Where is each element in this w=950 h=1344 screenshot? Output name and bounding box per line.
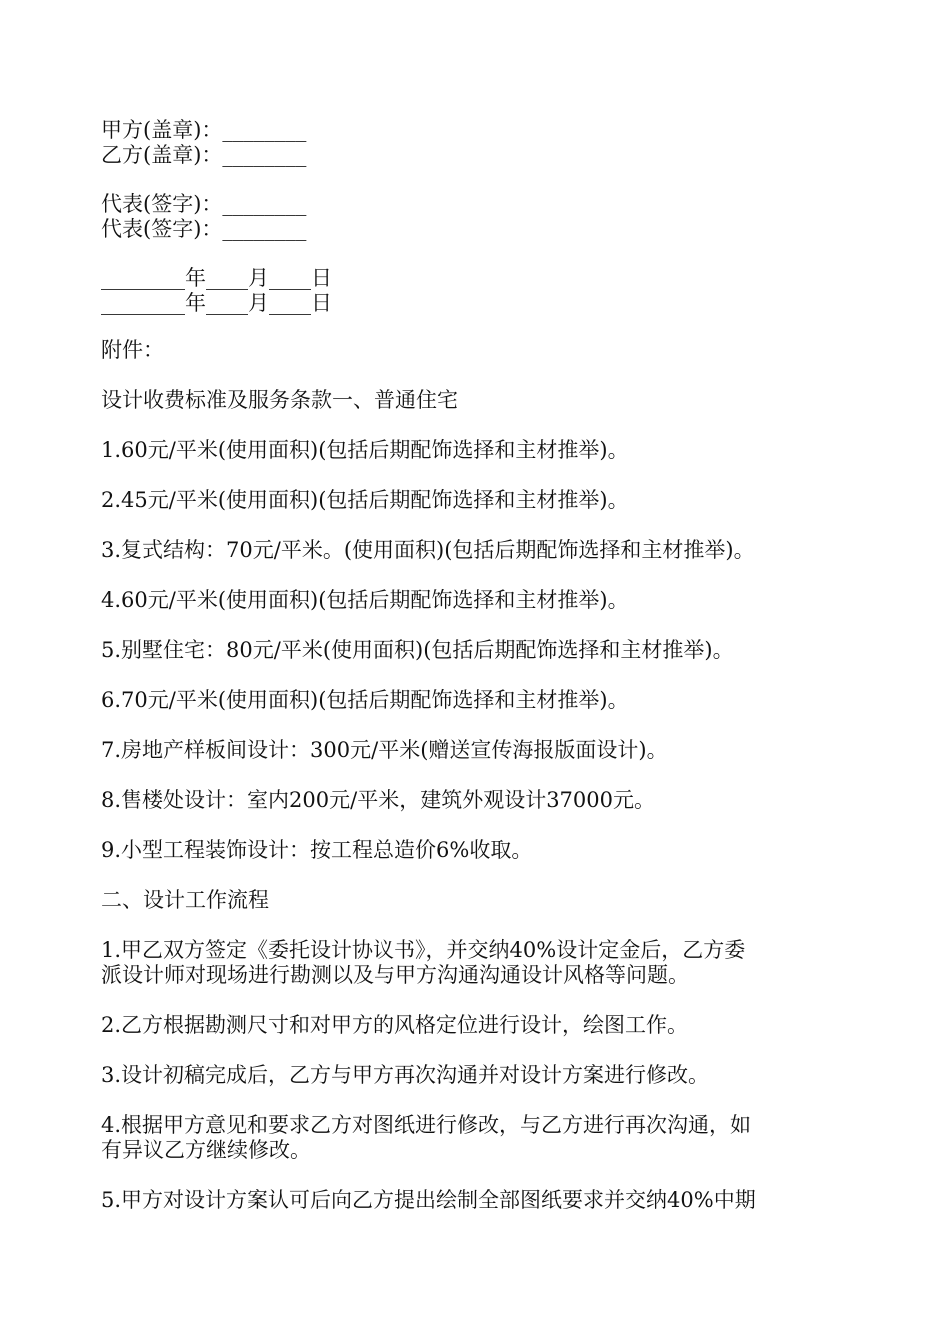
workflow-step: 4.根据甲方意见和要求乙方对图纸进行修改，与乙方进行再次沟通，如 有异议乙方继续修改。 (101, 1113, 752, 1162)
document-page (101, 118, 861, 1213)
representative-b-signature-line: 代表(签字)：________ (101, 217, 307, 241)
party-b-seal-line: 乙方(盖章)：________ (101, 143, 307, 167)
fee-item: 1.60元/平米(使用面积)(包括后期配饰选择和主材推举)。 (101, 438, 629, 462)
fee-item: 7.房地产样板间设计：300元/平米(赠送宣传海报版面设计)。 (101, 738, 668, 762)
date-b-line: ________年____月____日 (101, 291, 332, 315)
workflow-step: 3.设计初稿完成后，乙方与甲方再次沟通并对设计方案进行修改。 (101, 1063, 710, 1087)
fee-item: 9.小型工程装饰设计：按工程总造价6%收取。 (101, 838, 533, 862)
fee-item: 2.45元/平米(使用面积)(包括后期配饰选择和主材推举)。 (101, 488, 629, 512)
workflow-step: 5.甲方对设计方案认可后向乙方提出绘制全部图纸要求并交纳40%中期 (101, 1188, 756, 1212)
date-a-line: ________年____月____日 (101, 266, 332, 290)
workflow-step: 2.乙方根据勘测尺寸和对甲方的风格定位进行设计，绘图工作。 (101, 1013, 689, 1037)
workflow-heading: 二、设计工作流程 (101, 888, 269, 912)
party-a-seal-line: 甲方(盖章)：________ (101, 118, 307, 142)
attachment-label: 附件： (101, 338, 164, 362)
fee-item: 6.70元/平米(使用面积)(包括后期配饰选择和主材推举)。 (101, 688, 629, 712)
representative-a-signature-line: 代表(签字)：________ (101, 192, 307, 216)
attachment-heading: 设计收费标准及服务条款一、普通住宅 (101, 388, 458, 412)
fee-item: 4.60元/平米(使用面积)(包括后期配饰选择和主材推举)。 (101, 588, 629, 612)
fee-item: 5.别墅住宅：80元/平米(使用面积)(包括后期配饰选择和主材推举)。 (101, 638, 734, 662)
fee-item: 3.复式结构：70元/平米。(使用面积)(包括后期配饰选择和主材推举)。 (101, 538, 755, 562)
fee-item: 8.售楼处设计：室内200元/平米，建筑外观设计37000元。 (101, 788, 655, 812)
workflow-step: 1.甲乙双方签定《委托设计协议书》，并交纳40%设计定金后，乙方委 派设计师对现场进行勘测以及与甲方沟通沟通设计风格等问题。 (101, 938, 746, 987)
